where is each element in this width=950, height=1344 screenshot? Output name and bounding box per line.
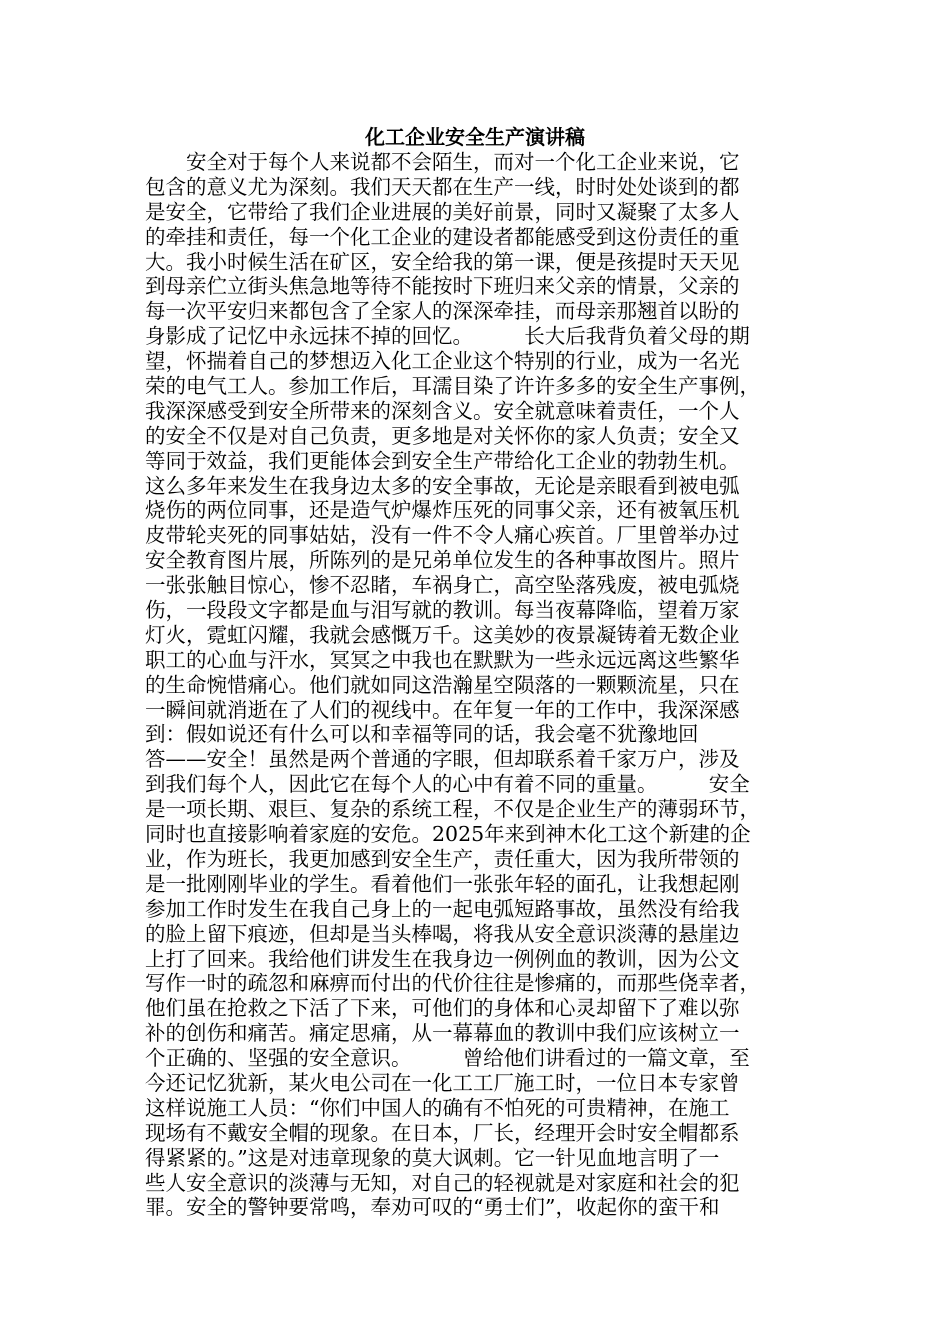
body-line: 职工的心血与汗水，冥冥之中我也在默默为一些永远远离这些繁华 <box>145 647 740 672</box>
body-line: 的脸上留下痕迹，但却是当头棒喝，将我从安全意识淡薄的悬崖边 <box>145 921 740 946</box>
body-line: 安全教育图片展，所陈列的是兄弟单位发生的各种事故图片。照片 <box>145 548 740 573</box>
body-line: 身影成了记忆中永远抹不掉的回忆。 长大后我背负着父母的期 <box>145 324 750 349</box>
body-line: 现场有不戴安全帽的现象。在日本，厂长，经理开会时安全帽都系 <box>145 1120 740 1145</box>
body-line: 到我们每个人，因此它在每个人的心中有着不同的重量。 安全 <box>145 772 750 797</box>
body-line: 这样说施工人员：“你们中国人的确有不怕死的可贵精神，在施工 <box>145 1095 730 1120</box>
body-line: 荣的电气工人。参加工作后，耳濡目染了许许多多的安全生产事例， <box>145 374 760 399</box>
body-line: 得紧紧的。”这是对违章现象的莫大讽刺。它一针见血地言明了一 <box>145 1145 720 1170</box>
body-line: 是一批刚刚毕业的学生。看着他们一张张年轻的面孔，让我想起刚 <box>145 871 740 896</box>
body-line: 这么多年来发生在我身边太多的安全事故，无论是亲眼看到被电弧 <box>145 473 740 498</box>
body-line: 参加工作时发生在我自己身上的一起电弧短路事故，虽然没有给我 <box>145 896 740 921</box>
body-line: 包含的意义尤为深刻。我们天天都在生产一线，时时处处谈到的都 <box>145 174 740 199</box>
body-line: 的牵挂和责任，每一个化工企业的建设者都能感受到这份责任的重 <box>145 224 740 249</box>
body-line: 的安全不仅是对自己负责，更多地是对关怀你的家人负责；安全又 <box>145 423 740 448</box>
body-line: 他们虽在抢救之下活了下来，可他们的身体和心灵却留下了难以弥 <box>145 996 740 1021</box>
body-line: 补的创伤和痛苦。痛定思痛，从一幕幕血的教训中我们应该树立一 <box>145 1021 740 1046</box>
body-line: 业，作为班长，我更加感到安全生产，责任重大，因为我所带领的 <box>145 846 740 871</box>
body-line: 答——安全！虽然是两个普通的字眼，但却联系着千家万户，涉及 <box>145 747 740 772</box>
body-line: 皮带轮夹死的同事姑姑，没有一件不令人痛心疾首。厂里曾举办过 <box>145 523 740 548</box>
body-line: 灯火，霓虹闪耀，我就会感慨万千。这美妙的夜景凝铸着无数企业 <box>145 622 740 647</box>
body-line: 写作一时的疏忽和麻痹而付出的代价往往是惨痛的，而那些侥幸者， <box>145 971 760 996</box>
body-line: 伤，一段段文字都是血与泪写就的教训。每当夜幕降临，望着万家 <box>145 598 740 623</box>
body-line: 一张张触目惊心，惨不忍睹，车祸身亡，高空坠落残废，被电弧烧 <box>145 573 740 598</box>
document-body <box>145 150 805 1220</box>
body-line: 今还记忆犹新，某火电公司在一化工工厂施工时，一位日本专家曾 <box>145 1070 740 1095</box>
body-line: 罪。安全的警钟要常鸣，奉劝可叹的“勇士们”，收起你的蛮干和 <box>145 1195 720 1220</box>
body-line: 到：假如说还有什么可以和幸福等同的话，我会毫不犹豫地回 <box>145 722 699 747</box>
body-line: 一瞬间就消逝在了人们的视线中。在年复一年的工作中，我深深感 <box>145 697 740 722</box>
body-line: 是安全，它带给了我们企业进展的美好前景，同时又凝聚了太多人 <box>145 199 740 224</box>
body-line: 个正确的、坚强的安全意识。 曾给他们讲看过的一篇文章，至 <box>145 1046 750 1071</box>
body-line: 到母亲伫立街头焦急地等待不能按时下班归来父亲的情景，父亲的 <box>145 274 740 299</box>
body-line: 上打了回来。我给他们讲发生在我身边一例例血的教训，因为公文 <box>145 946 740 971</box>
body-line: 些人安全意识的淡薄与无知，对自己的轻视就是对家庭和社会的犯 <box>145 1170 740 1195</box>
body-line: 大。我小时候生活在矿区，安全给我的第一课，便是孩提时天天见 <box>145 249 740 274</box>
body-line: 等同于效益，我们更能体会到安全生产带给化工企业的勃勃生机。 <box>145 448 740 473</box>
body-line: 的生命惋惜痛心。他们就如同这浩瀚星空陨落的一颗颗流星，只在 <box>145 672 740 697</box>
body-line: 烧伤的两位同事，还是造气炉爆炸压死的同事父亲，还有被氧压机 <box>145 498 740 523</box>
body-line: 同时也直接影响着家庭的安危。2025年来到神木化工这个新建的企 <box>145 822 751 847</box>
body-line: 我深深感受到安全所带来的深刻含义。安全就意味着责任，一个人 <box>145 398 740 423</box>
body-line: 是一项长期、艰巨、复杂的系统工程，不仅是企业生产的薄弱环节， <box>145 797 760 822</box>
body-line: 安全对于每个人来说都不会陌生，而对一个化工企业来说，它 <box>145 150 740 174</box>
body-line: 望，怀揣着自己的梦想迈入化工企业这个特别的行业，成为一名光 <box>145 349 740 374</box>
document-title: 化工企业安全生产演讲稿 <box>365 125 585 149</box>
body-line: 每一次平安归来都包含了全家人的深深牵挂，而母亲那翘首以盼的 <box>145 299 740 324</box>
